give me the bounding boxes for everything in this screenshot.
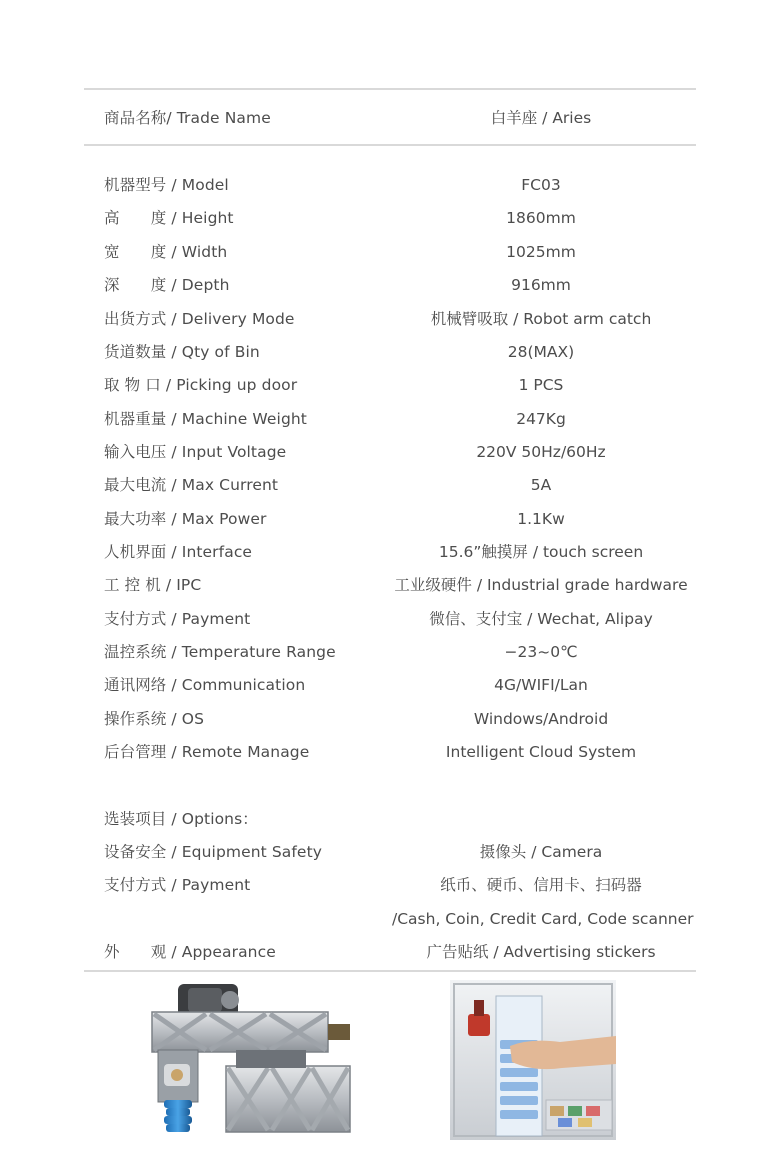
option-label: 外 观 / Appearance — [104, 943, 276, 961]
bottom-divider — [84, 970, 696, 972]
spec-row — [0, 568, 783, 602]
option-value: 广告贴纸 / Advertising stickers — [426, 943, 656, 961]
spec-row — [0, 235, 783, 269]
spec-label: 宽 度 / Width — [104, 243, 228, 261]
option-value: 纸币、硬币、信用卡、扫码器 — [440, 876, 642, 894]
spec-value: −23~0℃ — [504, 643, 578, 661]
spec-row — [0, 468, 783, 502]
spec-value: 916mm — [511, 276, 571, 294]
spec-label: 深 度 / Depth — [104, 276, 230, 294]
spec-row — [0, 435, 783, 469]
spec-row — [0, 635, 783, 669]
spec-label: 取 物 口 / Picking up door — [104, 376, 298, 394]
spec-value: 工业级硬件 / Industrial grade hardware — [394, 576, 688, 594]
spec-value: 1.1Kw — [517, 510, 565, 528]
spec-value: 247Kg — [516, 410, 566, 428]
spec-value: 28(MAX) — [507, 343, 575, 361]
option-label: 支付方式 / Payment — [104, 876, 251, 894]
spec-row — [0, 335, 783, 369]
spec-label: 最大电流 / Max Current — [104, 476, 279, 494]
spec-row — [0, 702, 783, 736]
spec-row — [0, 602, 783, 636]
spec-value: Intelligent Cloud System — [445, 743, 637, 761]
spec-value: 220V 50Hz/60Hz — [476, 443, 606, 461]
freezer-hand-photo — [450, 980, 616, 1140]
spec-row — [0, 402, 783, 436]
spec-label: 人机界面 / Interface — [104, 543, 253, 561]
spec-label: 机器重量 / Machine Weight — [104, 410, 307, 428]
spec-value: 1 PCS — [518, 376, 564, 394]
spec-row — [0, 502, 783, 536]
option-label: 设备安全 / Equipment Safety — [104, 843, 323, 861]
option-row — [0, 902, 783, 936]
spec-label: 通讯网络 / Communication — [104, 676, 306, 694]
spec-label: 出货方式 / Delivery Mode — [104, 310, 295, 328]
spec-value: 5A — [530, 476, 552, 494]
option-row — [0, 868, 783, 902]
trade-name-value: 白羊座 / Aries — [490, 109, 592, 127]
trade-name-label: 商品名称/ Trade Name — [104, 109, 271, 127]
spec-value: 4G/WIFI/Lan — [494, 676, 588, 694]
option-value: 摄像头 / Camera — [479, 843, 603, 861]
spec-label: 货道数量 / Qty of Bin — [104, 343, 260, 361]
spec-row — [0, 735, 783, 769]
option-row — [0, 835, 783, 869]
spec-row — [0, 168, 783, 202]
spec-label: 输入电压 / Input Voltage — [104, 443, 287, 461]
header-divider — [84, 144, 696, 146]
options-heading-row — [0, 802, 783, 836]
spec-row — [0, 268, 783, 302]
options-heading: 选装项目 / Options： — [104, 810, 258, 828]
spec-label: 支付方式 / Payment — [104, 610, 251, 628]
spec-value: 15.6”触摸屏 / touch screen — [438, 543, 644, 561]
spec-value: Windows/Android — [473, 710, 609, 728]
spec-row — [0, 668, 783, 702]
spec-label: 高 度 / Height — [104, 209, 234, 227]
spec-row — [0, 535, 783, 569]
spec-label: 最大功率 / Max Power — [104, 510, 267, 528]
robot-arm-photo — [148, 980, 360, 1140]
spec-row — [0, 201, 783, 235]
spec-value: 1860mm — [506, 209, 576, 227]
option-row — [0, 935, 783, 969]
trade-name-row — [0, 101, 783, 135]
spec-row — [0, 368, 783, 402]
option-value: /Cash, Coin, Credit Card, Code scanner — [392, 910, 694, 928]
spec-value: 微信、支付宝 / Wechat, Alipay — [429, 610, 653, 628]
spec-value: FC03 — [521, 176, 561, 194]
spec-label: 工 控 机 / IPC — [104, 576, 202, 594]
spec-label: 温控系统 / Temperature Range — [104, 643, 336, 661]
spec-label: 操作系统 / OS — [104, 710, 205, 728]
freezer-hand-icon — [450, 980, 616, 1140]
spec-value: 1025mm — [506, 243, 576, 261]
spec-value: 机械臂吸取 / Robot arm catch — [430, 310, 652, 328]
robot-arm-icon — [148, 980, 360, 1140]
spec-label: 后台管理 / Remote Manage — [104, 743, 310, 761]
spec-row — [0, 302, 783, 336]
spec-label: 机器型号 / Model — [104, 176, 229, 194]
top-divider — [84, 88, 696, 90]
